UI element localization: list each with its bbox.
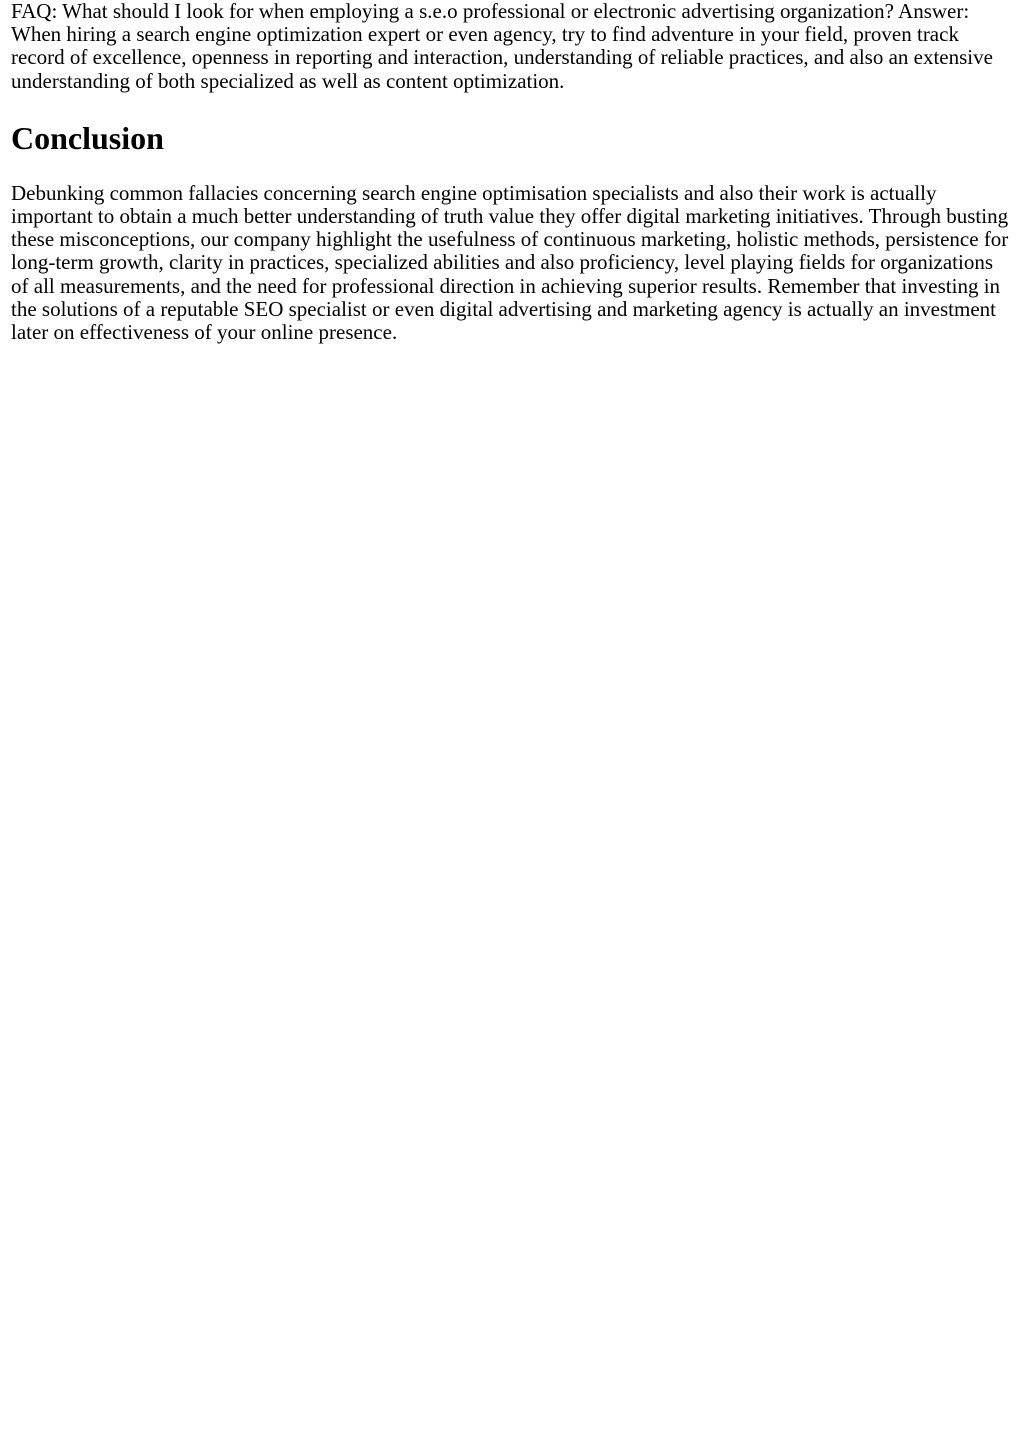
article-body — [11, 0, 1013, 344]
conclusion-heading: Conclusion — [11, 119, 164, 156]
conclusion-paragraph: Debunking common fallacies concerning search engine optimisation specialists and also their work is actually important to obtain a much better understanding of truth value they offer digital marketing initiatives. Through busting these misconceptions, our company highlight the usefulness of continuous marketing, holistic methods, persistence for long-term growth, clarity in practices, specialized abilities and also proficiency, level playing fields for organizations of all measurements, and the need for professional direction in achieving superior results. Remember that investing in the solutions of a reputable SEO specialist or even digital advertising and marketing agency is actually an investment later on effectiveness of your online presence. — [11, 180, 1009, 345]
faq-paragraph: FAQ: What should I look for when employing a s.e.o professional or electronic advertising organization? Answer: When hiring a search engine optimization expert or even agency, try to find adventure in your field, proven track record of excellence, openness in reporting and interaction, understanding of reliable practices, and also an extensive understanding of both specialized as well as content optimization. — [11, 0, 993, 93]
